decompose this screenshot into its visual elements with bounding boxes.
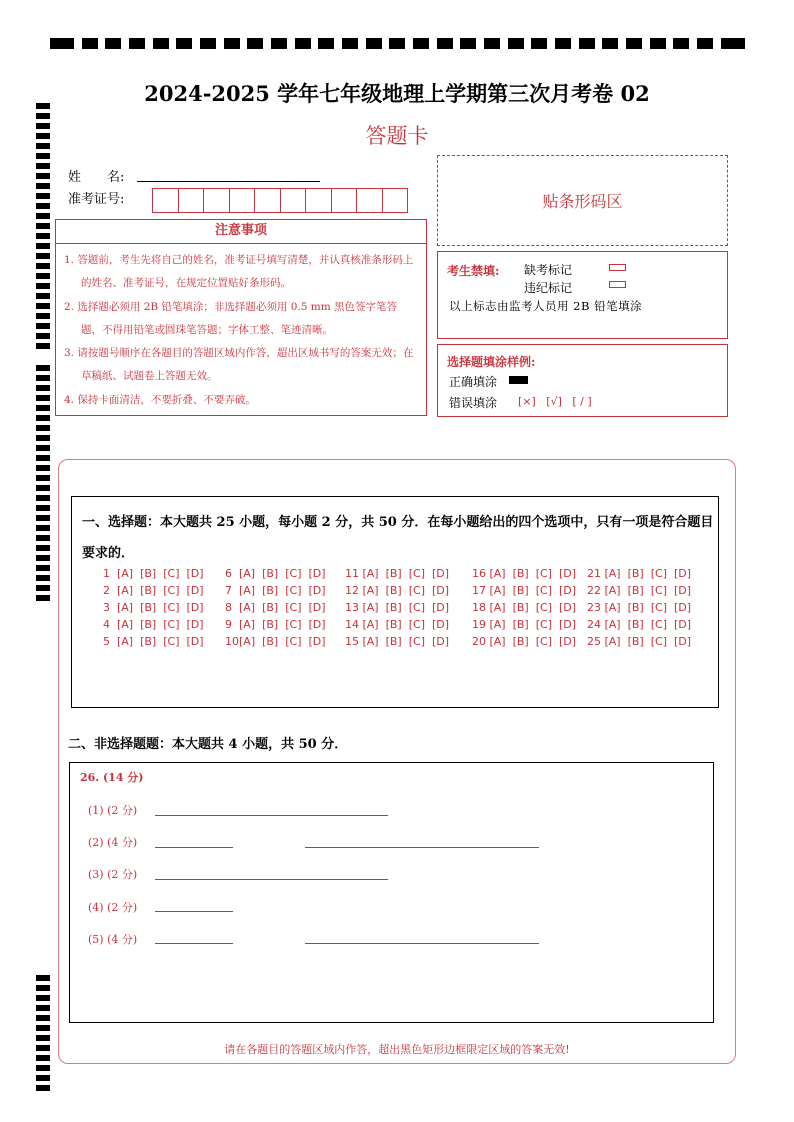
notice-item: 1. 答题前，考生先将自己的姓名，准考证号填写清楚，并认真核准条形码上的姓名、准考证号，在规定位置贴好条形码。 (64, 254, 414, 290)
choice-item[interactable]: 15 [A] [B] [C] [D] (345, 635, 450, 648)
part-label: (3) (2 分) (88, 868, 138, 881)
correct-fill-label: 正确填涂 (449, 375, 498, 389)
answer-line[interactable] (155, 815, 388, 816)
absent-mark-label: 缺考标记 (524, 263, 573, 277)
part-label: (2) (4 分) (88, 836, 138, 849)
choice-item[interactable]: 4 [A] [B] [C] [D] (103, 618, 204, 631)
choice-item[interactable]: 7 [A] [B] [C] [D] (225, 584, 326, 597)
part-label: (1) (2 分) (88, 804, 138, 817)
side-registration-marks-bottom (36, 975, 50, 1095)
choice-item[interactable]: 19 [A] [B] [C] [D] (472, 618, 577, 631)
barcode-area-label: 贴条形码区 (542, 192, 623, 211)
choice-item[interactable]: 24 [A] [B] [C] [D] (587, 618, 692, 631)
choice-item[interactable]: 5 [A] [B] [C] [D] (103, 635, 204, 648)
choice-item[interactable]: 11 [A] [B] [C] [D] (345, 567, 450, 580)
answer-line[interactable] (155, 943, 233, 944)
side-registration-marks-middle (36, 365, 50, 605)
answer-line[interactable] (155, 911, 233, 912)
footer-warning: 请在各题目的答题区域内作答，超出黑色矩形边框限定区域的答案无效! (224, 1043, 570, 1056)
violation-mark-label: 违纪标记 (524, 281, 573, 295)
section1-title: 一、选择题：本大题共 25 小题，每小题 2 分，共 50 分．在每小题给出的四个选项中，只有一项是符合题目要求的． (82, 515, 714, 561)
choice-item[interactable]: 1 [A] [B] [C] [D] (103, 567, 204, 580)
notice-item: 2. 选择题必须用 2B 铅笔填涂；非选择题必须用 0.5 mm 黑色签字笔答题，不得用铅笔或圆珠笔答题；字体工整、笔迹清晰。 (64, 300, 398, 336)
top-registration-marks (50, 38, 745, 52)
name-label: 姓 名: (68, 170, 125, 185)
fill-sample-box (437, 344, 728, 417)
choice-item[interactable]: 18 [A] [B] [C] [D] (472, 601, 577, 614)
notice-heading: 注意事项 (56, 220, 426, 244)
choice-item[interactable]: 3 [A] [B] [C] [D] (103, 601, 204, 614)
correct-fill-sample (509, 376, 528, 384)
barcode-area (437, 155, 728, 246)
part-label: (4) (2 分) (88, 901, 138, 914)
notice-item: 4. 保持卡面清洁，不要折叠、不要弄破。 (64, 393, 256, 406)
choice-item[interactable]: 6 [A] [B] [C] [D] (225, 567, 326, 580)
name-field[interactable] (137, 181, 320, 182)
choice-item[interactable]: 2 [A] [B] [C] [D] (103, 584, 204, 597)
examinee-forbidden-box (437, 251, 728, 339)
choice-item[interactable]: 13 [A] [B] [C] [D] (345, 601, 450, 614)
choice-item[interactable]: 23 [A] [B] [C] [D] (587, 601, 692, 614)
answer-line[interactable] (305, 943, 539, 944)
notice-item: 3. 请按题号顺序在各题目的答题区域内作答，超出区域书写的答案无效；在草稿纸、试题卷上答题无效。 (64, 347, 414, 383)
notice-box (55, 219, 427, 416)
id-number-boxes[interactable] (152, 188, 407, 213)
wrong-fill-samples: [×] [√] [ / ] (518, 395, 592, 408)
choice-item[interactable]: 8 [A] [B] [C] [D] (225, 601, 326, 614)
choice-item[interactable]: 17 [A] [B] [C] [D] (472, 584, 577, 597)
choice-item[interactable]: 22 [A] [B] [C] [D] (587, 584, 692, 597)
answer-line[interactable] (155, 847, 233, 848)
choice-item[interactable]: 21 [A] [B] [C] [D] (587, 567, 692, 580)
wrong-fill-label: 错误填涂 (449, 396, 498, 410)
choice-item[interactable]: 25 [A] [B] [C] [D] (587, 635, 692, 648)
page-title: 2024-2025 学年七年级地理上学期第三次月考卷 02 (144, 81, 650, 106)
question-26-box (69, 762, 714, 1023)
choice-item[interactable]: 12 [A] [B] [C] [D] (345, 584, 450, 597)
choice-item[interactable]: 16 [A] [B] [C] [D] (472, 567, 577, 580)
choice-item[interactable]: 14 [A] [B] [C] [D] (345, 618, 450, 631)
sample-label: 选择题填涂样例: (447, 355, 536, 369)
part-label: (5) (4 分) (88, 933, 138, 946)
id-label: 准考证号: (68, 192, 125, 207)
answer-line[interactable] (155, 879, 388, 880)
absent-mark-box[interactable] (609, 264, 626, 271)
answer-line[interactable] (305, 847, 539, 848)
forbidden-note: 以上标志由监考人员用 2B 铅笔填涂 (449, 299, 643, 313)
section2-title: 二、非选择题题：本大题共 4 小题，共 50 分． (68, 737, 348, 752)
choice-item[interactable]: 20 [A] [B] [C] [D] (472, 635, 577, 648)
choice-item[interactable]: 9 [A] [B] [C] [D] (225, 618, 326, 631)
forbidden-label: 考生禁填: (447, 264, 500, 278)
page-subtitle: 答题卡 (365, 124, 429, 148)
question-26-label: 26. (14 分) (80, 771, 144, 784)
choice-item[interactable]: 10[A] [B] [C] [D] (225, 635, 326, 648)
violation-mark-box[interactable] (609, 281, 626, 288)
